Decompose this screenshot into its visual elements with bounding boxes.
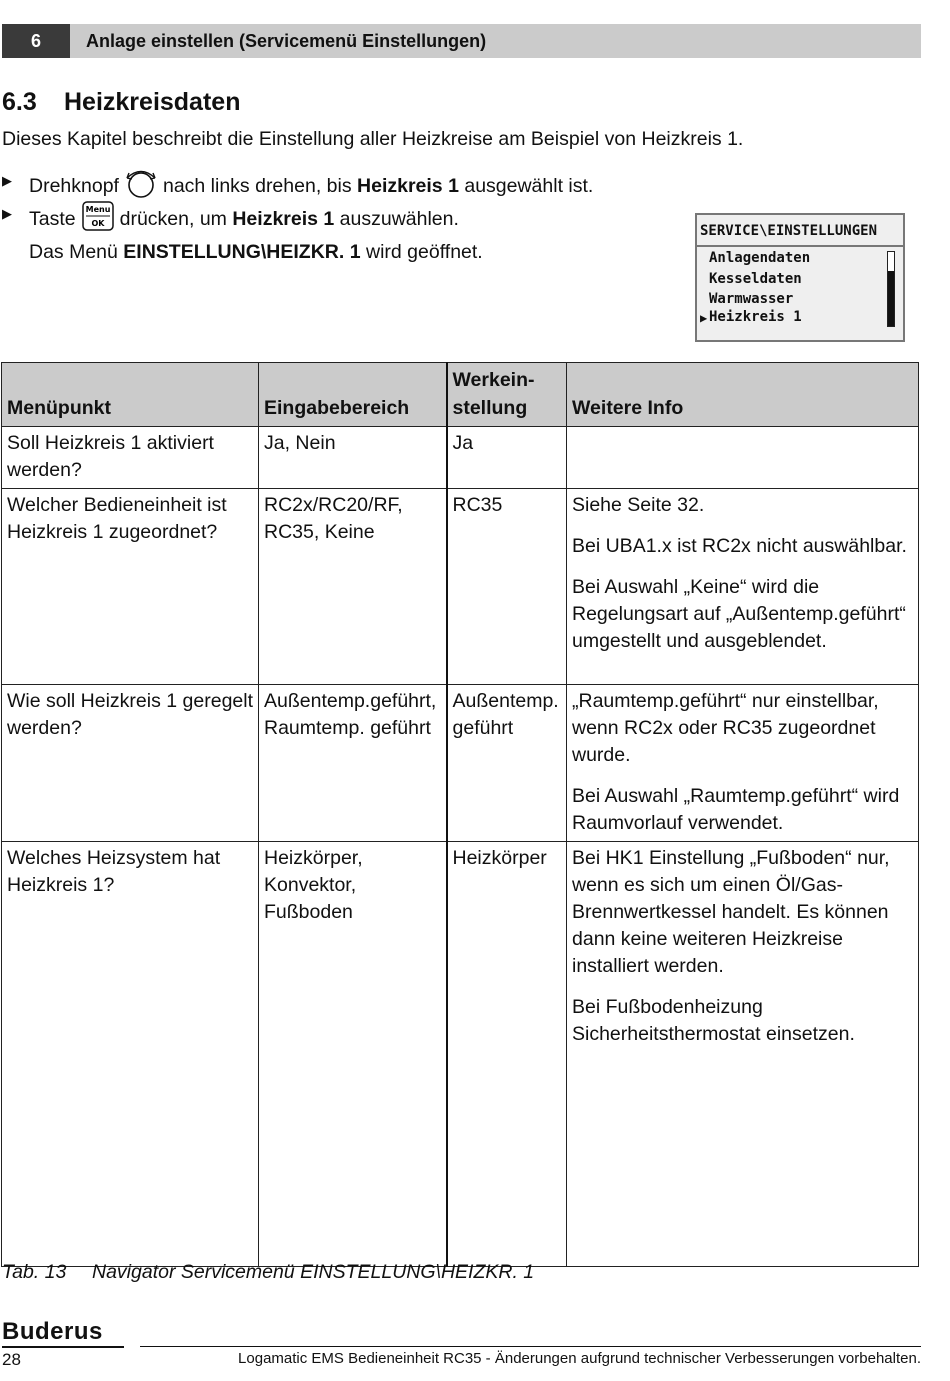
step-2-mid: drücken, um bbox=[119, 208, 227, 231]
display-scrollbar bbox=[887, 251, 895, 327]
bullet-triangle-icon: ▶ bbox=[2, 173, 12, 188]
cell-menu: Wie soll Heizkreis 1 geregelt werden? bbox=[2, 685, 259, 842]
info-paragraph: „Raumtemp.geführt“ nur einstellbar, wenn RC2x oder RC35 zugeordnet wurde. bbox=[572, 690, 879, 766]
cell-range: Außentemp.geführt, Raumtemp. geführt bbox=[259, 685, 447, 842]
device-display bbox=[695, 213, 905, 342]
display-menu-item: Warmwasser bbox=[709, 291, 794, 307]
menu-ok-key-icon bbox=[82, 201, 114, 239]
step-1-pre: Drehknopf bbox=[29, 175, 119, 198]
display-menu-item-selected: Heizkreis 1 bbox=[709, 309, 802, 325]
step-2-bold: Heizkreis 1 bbox=[232, 208, 335, 231]
col-header-menu: Menüpunkt bbox=[2, 363, 259, 427]
section-number: 6.3 bbox=[2, 88, 37, 116]
display-menu-item: Anlagendaten bbox=[709, 250, 811, 266]
footer-rule bbox=[140, 1346, 921, 1347]
chapter-number: 6 bbox=[2, 24, 70, 58]
col-header-default bbox=[447, 363, 567, 427]
step-1-post: ausgewählt ist. bbox=[464, 175, 594, 198]
step-1-bold: Heizkreis 1 bbox=[357, 175, 459, 198]
display-title: SERVICE\EINSTELLUNGEN bbox=[697, 215, 903, 247]
info-paragraph: Bei UBA1.x ist RC2x nicht auswählbar. bbox=[572, 535, 907, 557]
table-row bbox=[2, 842, 919, 1267]
step-2-line2-bold: EINSTELLUNG\HEIZKR. 1 bbox=[123, 241, 361, 263]
cell-default: Heizkörper bbox=[447, 842, 567, 1267]
cell-info bbox=[567, 685, 919, 842]
chapter-title: Anlage einstellen (Servicemenü Einstellungen) bbox=[86, 31, 487, 51]
cell-range: Ja, Nein bbox=[259, 427, 447, 489]
table-caption bbox=[2, 1261, 534, 1284]
info-paragraph: Bei Auswahl „Raumtemp.geführt“ wird Raumvorlauf verwendet. bbox=[572, 785, 900, 834]
cell-default: RC35 bbox=[447, 489, 567, 685]
info-paragraph: Bei HK1 Einstellung „Fußboden“ nur, wenn es sich um einen Öl/Gas-Brennwertkessel handelt. Es können dann keine weiteren Heizkreise installiert werden. bbox=[572, 847, 890, 977]
svg-text:Menu: Menu bbox=[85, 205, 110, 214]
footer-note: Logamatic EMS Bedieneinheit RC35 - Änderungen aufgrund technischer Verbesserungen vorbehalten. bbox=[238, 1350, 921, 1367]
info-paragraph: Siehe Seite 32. bbox=[572, 494, 705, 516]
section-heading bbox=[2, 88, 240, 117]
step-2-line2-post: wird geöffnet. bbox=[366, 241, 483, 263]
intro-text: Dieses Kapitel beschreibt die Einstellung aller Heizkreise am Beispiel von Heizkreis 1. bbox=[2, 128, 744, 150]
cell-range: RC2x/RC20/RF, RC35, Keine bbox=[259, 489, 447, 685]
logo-underline bbox=[2, 1346, 124, 1348]
info-paragraph: Bei Fußbodenheizung Sicherheitsthermostat einsetzen. bbox=[572, 996, 855, 1045]
col-header-default-text: Werkein- stellung bbox=[452, 369, 535, 419]
step-2-pre: Taste bbox=[29, 208, 76, 231]
col-header-info: Weitere Info bbox=[567, 363, 919, 427]
section-title: Heizkreisdaten bbox=[64, 88, 241, 116]
step-2-line2-pre: Das Menü bbox=[29, 241, 118, 263]
step-2-post: auszuwählen. bbox=[339, 208, 459, 231]
cell-menu: Soll Heizkreis 1 aktiviert werden? bbox=[2, 427, 259, 489]
svg-text:OK: OK bbox=[91, 219, 105, 228]
step-1-mid: nach links drehen, bis bbox=[162, 175, 352, 198]
cell-range: Heizkörper, Konvektor, Fußboden bbox=[259, 842, 447, 1267]
chapter-header-bar bbox=[2, 24, 921, 58]
bullet-triangle-icon: ▶ bbox=[2, 206, 12, 221]
cell-menu: Welches Heizsystem hat Heizkreis 1? bbox=[2, 842, 259, 1267]
display-scrollbar-thumb bbox=[888, 271, 894, 327]
table-row bbox=[2, 489, 919, 685]
brand-logo: Buderus bbox=[2, 1318, 103, 1345]
caption-label: Tab. 13 bbox=[2, 1261, 67, 1283]
settings-table bbox=[1, 362, 919, 1267]
cell-default: Außentemp. geführt bbox=[447, 685, 567, 842]
cell-info bbox=[567, 489, 919, 685]
cell-info bbox=[567, 842, 919, 1267]
col-header-range: Eingabebereich bbox=[259, 363, 447, 427]
table-header-row bbox=[2, 363, 919, 427]
page-number: 28 bbox=[2, 1350, 21, 1369]
table-row bbox=[2, 685, 919, 842]
selection-cursor-icon: ▶ bbox=[700, 311, 708, 325]
table-row bbox=[2, 427, 919, 489]
display-menu-item: Kesseldaten bbox=[709, 271, 802, 287]
cell-default: Ja bbox=[447, 427, 567, 489]
caption-text: Navigator Servicemenü EINSTELLUNG\HEIZKR. 1 bbox=[92, 1261, 535, 1283]
cell-menu: Welcher Bedieneinheit ist Heizkreis 1 zugeordnet? bbox=[2, 489, 259, 685]
info-paragraph: Bei Auswahl „Keine“ wird die Regelungsart auf „Außentemp.geführt“ umgestellt und ausgeblendet. bbox=[572, 576, 906, 652]
cell-info bbox=[567, 427, 919, 489]
